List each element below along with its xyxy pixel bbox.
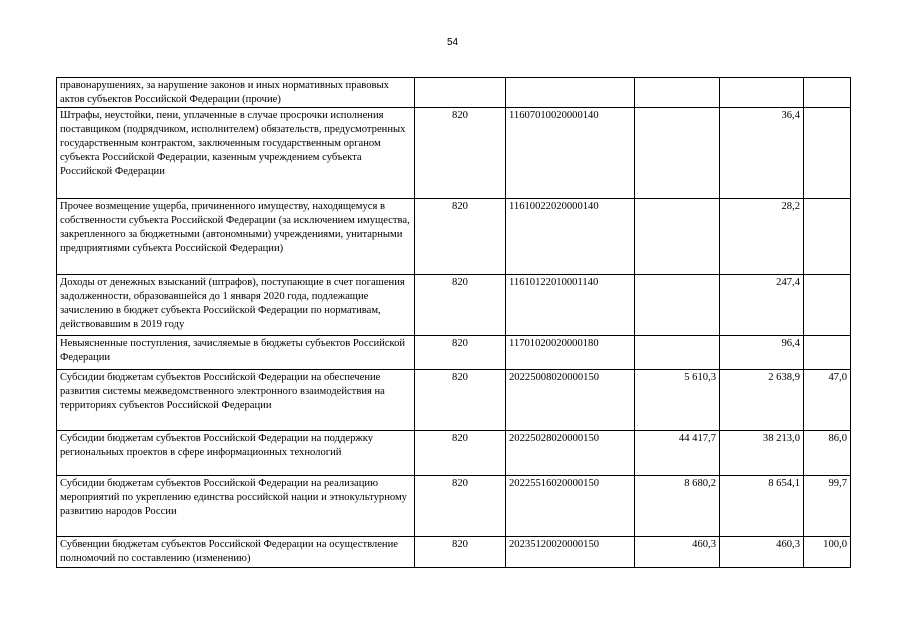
admin-code-cell: 820 xyxy=(415,199,506,275)
table-row xyxy=(57,370,851,431)
actual-amount-cell: 28,2 xyxy=(720,199,804,275)
budget-code-cell: 20225028020000150 xyxy=(506,431,635,476)
percent-cell: 100,0 xyxy=(804,537,851,568)
plan-amount-cell xyxy=(635,78,720,108)
plan-amount-cell: 460,3 xyxy=(635,537,720,568)
actual-amount-cell: 247,4 xyxy=(720,275,804,336)
actual-amount-cell: 2 638,9 xyxy=(720,370,804,431)
actual-amount-cell: 460,3 xyxy=(720,537,804,568)
percent-cell xyxy=(804,275,851,336)
plan-amount-cell xyxy=(635,275,720,336)
plan-amount-cell: 8 680,2 xyxy=(635,476,720,537)
plan-amount-cell: 5 610,3 xyxy=(635,370,720,431)
actual-amount-cell: 8 654,1 xyxy=(720,476,804,537)
page-number: 54 xyxy=(446,37,459,48)
revenue-name-cell: Субсидии бюджетам субъектов Российской Федерации на обеспечение развития системы межведомственного электронного взаимодействия на территориях субъектов Российской Федерации xyxy=(57,370,415,431)
percent-cell: 86,0 xyxy=(804,431,851,476)
budget-code-cell: 11610122010001140 xyxy=(506,275,635,336)
table-row xyxy=(57,476,851,537)
percent-cell xyxy=(804,108,851,199)
plan-amount-cell xyxy=(635,336,720,370)
budget-code-cell: 11610022020000140 xyxy=(506,199,635,275)
budget-code-cell xyxy=(506,78,635,108)
revenue-name-cell: Субсидии бюджетам субъектов Российской Федерации на реализацию мероприятий по укреплению единства российской нации и этнокультурному развитию народов России xyxy=(57,476,415,537)
table-row xyxy=(57,336,851,370)
revenue-name-cell: Субвенции бюджетам субъектов Российской Федерации на осуществление полномочий по составлению (изменению) xyxy=(57,537,415,568)
admin-code-cell: 820 xyxy=(415,476,506,537)
table-row xyxy=(57,275,851,336)
plan-amount-cell xyxy=(635,108,720,199)
percent-cell: 47,0 xyxy=(804,370,851,431)
revenue-name-cell: Субсидии бюджетам субъектов Российской Федерации на поддержку региональных проектов в сфере информационных технологий xyxy=(57,431,415,476)
budget-code-cell: 11607010020000140 xyxy=(506,108,635,199)
percent-cell xyxy=(804,78,851,108)
admin-code-cell xyxy=(415,78,506,108)
plan-amount-cell xyxy=(635,199,720,275)
table-row xyxy=(57,431,851,476)
percent-cell: 99,7 xyxy=(804,476,851,537)
admin-code-cell: 820 xyxy=(415,275,506,336)
actual-amount-cell: 38 213,0 xyxy=(720,431,804,476)
table-row xyxy=(57,108,851,199)
admin-code-cell: 820 xyxy=(415,537,506,568)
budget-code-cell: 11701020020000180 xyxy=(506,336,635,370)
table-row xyxy=(57,537,851,568)
percent-cell xyxy=(804,336,851,370)
actual-amount-cell xyxy=(720,78,804,108)
revenue-name-cell: Невыясненные поступления, зачисляемые в бюджеты субъектов Российской Федерации xyxy=(57,336,415,370)
admin-code-cell: 820 xyxy=(415,431,506,476)
revenue-name-cell: Штрафы, неустойки, пени, уплаченные в случае просрочки исполнения поставщиком (подрядчиком, исполнителем) обязательств, предусмотренных государственным контрактом, заключенным государственным органом субъекта Российской Федерации, казенным учреждением субъекта Российской Федерации xyxy=(57,108,415,199)
revenue-name-cell: Прочее возмещение ущерба, причиненного имуществу, находящемуся в собственности субъекта Российской Федерации (за исключением имущества, закрепленного за бюджетными (автономными) учреждениями, унитарными предприятиями субъекта Российской Федерации) xyxy=(57,199,415,275)
revenue-name-cell: Доходы от денежных взысканий (штрафов), поступающие в счет погашения задолженности, образовавшейся до 1 января 2020 года, подлежащие зачислению в бюджет субъекта Российской Федерации по нормативам, действовавшим в 2019 году xyxy=(57,275,415,336)
actual-amount-cell: 96,4 xyxy=(720,336,804,370)
actual-amount-cell: 36,4 xyxy=(720,108,804,199)
table-row xyxy=(57,199,851,275)
admin-code-cell: 820 xyxy=(415,336,506,370)
budget-code-cell: 20225008020000150 xyxy=(506,370,635,431)
budget-code-cell: 20225516020000150 xyxy=(506,476,635,537)
percent-cell xyxy=(804,199,851,275)
plan-amount-cell: 44 417,7 xyxy=(635,431,720,476)
admin-code-cell: 820 xyxy=(415,108,506,199)
admin-code-cell: 820 xyxy=(415,370,506,431)
budget-code-cell: 20235120020000150 xyxy=(506,537,635,568)
table-row xyxy=(57,78,851,108)
revenue-table xyxy=(56,77,851,568)
revenue-name-cell: правонарушениях, за нарушение законов и иных нормативных правовых актов субъектов Российской Федерации (прочие) xyxy=(57,78,415,108)
